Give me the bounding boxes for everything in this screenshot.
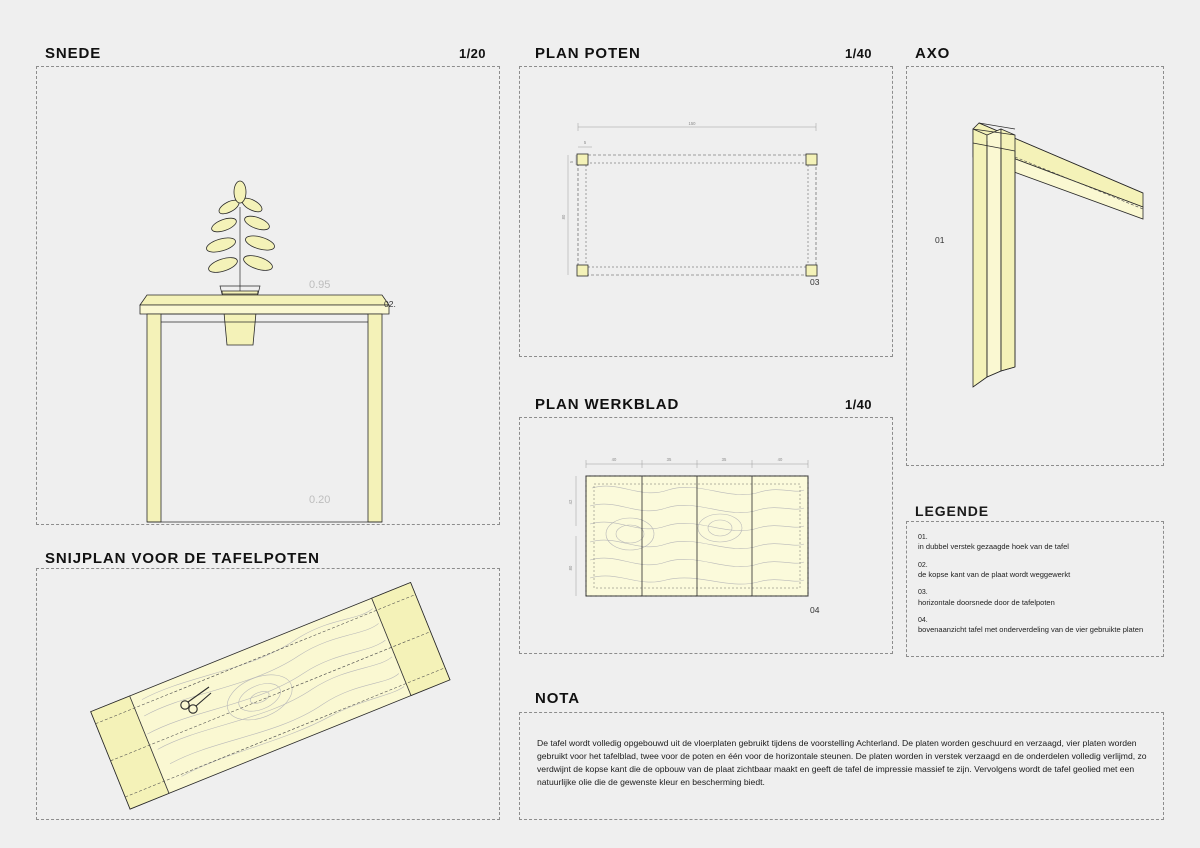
table-section [140, 295, 389, 522]
plan-poten-drawing [520, 67, 892, 356]
svg-text:40: 40 [611, 457, 617, 462]
legend-item-number: 03. [918, 589, 928, 597]
marker-01: 01 [935, 235, 945, 245]
legend-item-number: 02. [918, 561, 928, 569]
legend-item-text: in dubbel verstek gezaagde hoek van de tafel [918, 542, 1069, 552]
panel-title-snijplan: SNIJPLAN VOOR DE TAFELPOTEN [45, 550, 320, 567]
dim-depth-label: 0.20 [309, 494, 331, 506]
marker-03: 03 [810, 277, 820, 287]
panel-title-nota: NOTA [535, 690, 580, 707]
panel-snede [36, 66, 500, 525]
svg-text:5: 5 [569, 160, 574, 164]
panel-title-snede: SNEDE [45, 45, 102, 62]
panel-title-plan-werkblad: PLAN WERKBLAD [535, 396, 680, 413]
svg-text:5: 5 [583, 140, 587, 145]
legend-list [918, 533, 1158, 643]
plan-werkblad-drawing [520, 418, 892, 653]
snede-drawing [37, 67, 499, 524]
panel-title-legende: LEGENDE [915, 503, 989, 519]
svg-text:80: 80 [568, 565, 573, 571]
panel-plan-poten [519, 66, 893, 357]
legend-item [918, 588, 1158, 608]
panel-plan-werkblad [519, 417, 893, 654]
snijplan-drawing [37, 569, 499, 819]
panel-scale-plan-poten: 1/40 [845, 46, 872, 61]
legend-item-text: de kopse kant van de plaat wordt weggewerkt [918, 570, 1071, 579]
legend-item [918, 616, 1158, 636]
legend-item-text: bovenaanzicht tafel met onderverdeling van de vier gebruikte platen [918, 625, 1144, 635]
svg-text:42: 42 [568, 499, 573, 505]
axo-drawing [907, 67, 1163, 465]
svg-text:35: 35 [666, 457, 672, 462]
nota-text: De tafel wordt volledig opgebouwd uit de vloerplaten gebruikt tijdens de voorstelling Achterland. De platen worden geschuurd en verzaagd, vier platen worden gebruikt voor het tafelblad, twee voor de poten en één voor de horizontale steunen. De platen worden in verstek verzaagd en de onderdelen volledig verlijmd, zo verdwijnt de kopse kant die de opbouw van de plaat zichtbaar maakt en geeft de tafel de impressie massief te zijn. Vervolgens wordt de tafel geolied met een natuurlijke olie die de gewenste kleur en bescherming biedt. [537, 738, 1147, 787]
svg-text:40: 40 [777, 457, 783, 462]
marker-04: 04 [810, 605, 820, 615]
svg-text:80: 80 [561, 214, 566, 220]
marker-02: 02. [384, 299, 396, 309]
panel-snijplan [36, 568, 500, 820]
panel-title-axo: AXO [915, 45, 951, 62]
panel-axo [906, 66, 1164, 466]
panel-scale-snede: 1/20 [459, 46, 486, 61]
legend-item-number: 01. [918, 534, 928, 541]
svg-text:35: 35 [721, 457, 727, 462]
dim-height-label: 0.95 [309, 279, 331, 291]
legend-item [918, 561, 1158, 581]
legend-item-text: horizontale doorsnede door de tafelpoten [918, 597, 1055, 607]
legend-item [918, 533, 1158, 553]
panel-title-plan-poten: PLAN POTEN [535, 45, 641, 62]
svg-text:150: 150 [688, 121, 696, 126]
panel-scale-plan-werkblad: 1/40 [845, 397, 872, 412]
legend-item-number: 04. [918, 616, 928, 624]
plant-illustration [205, 181, 276, 345]
